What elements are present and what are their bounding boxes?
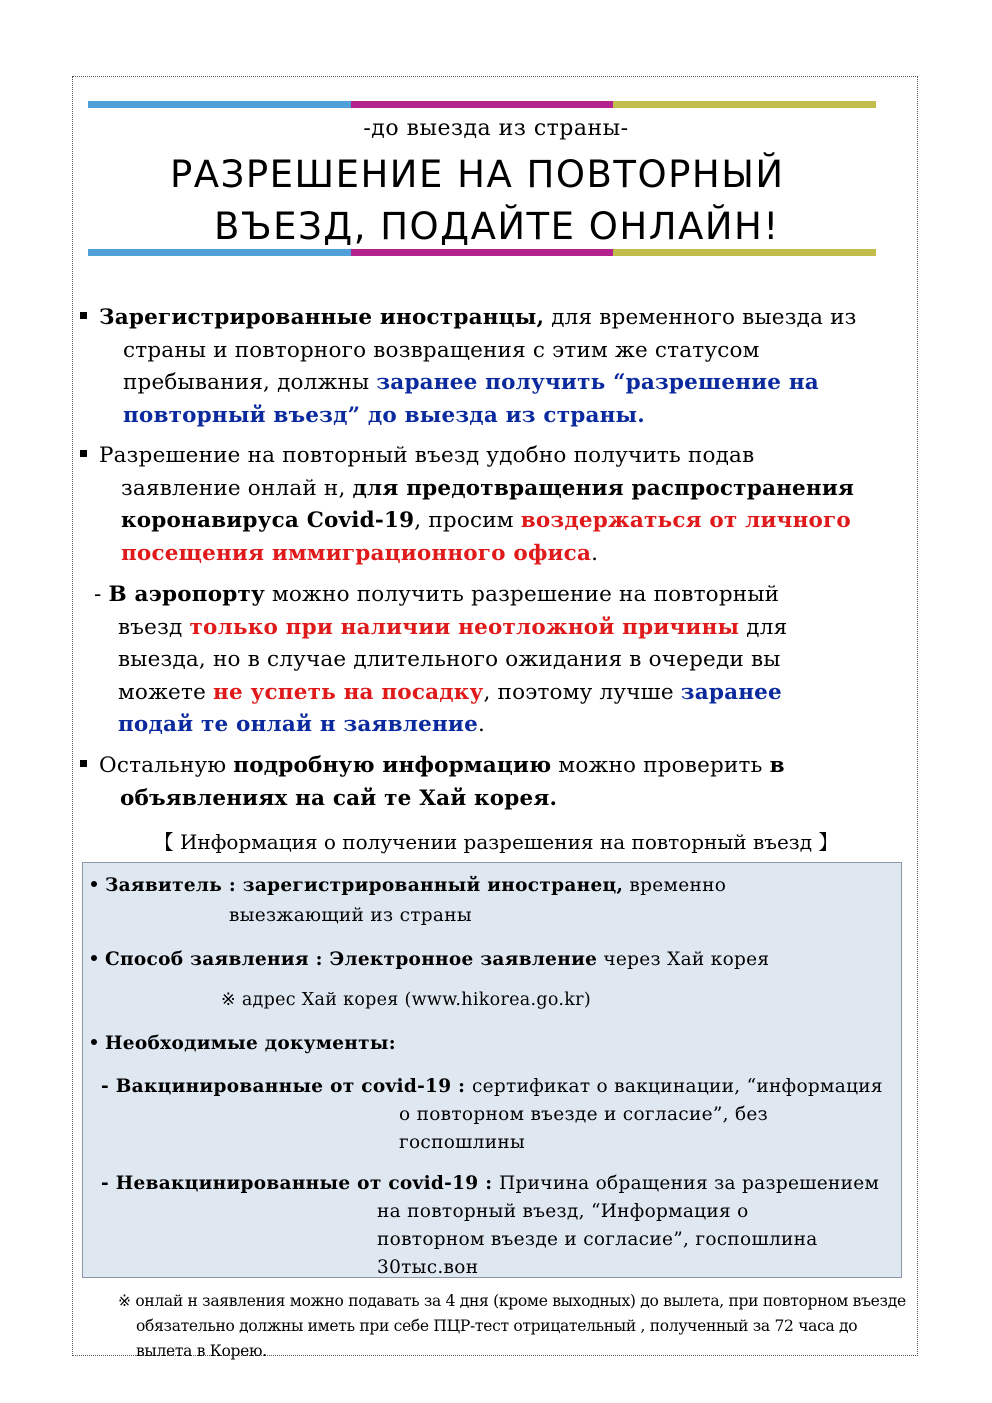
- unvaccinated-row: - Невакцинированные от covid-19 : Причина обращения за разрешением: [101, 1173, 880, 1194]
- title-line-2: ВЪЕЗД, ПОДАЙТЕ ОНЛАЙН!: [214, 205, 780, 248]
- bullet-dot-icon: [91, 955, 97, 961]
- info-box: Заявитель : зарегистрированный иностранец, временно выезжающий из страны Способ заявления : Электронное заявление через Хай корея ※ адрес Хай корея (www.hikorea.go.kr) Необходимые документы: - Вакцинированные от covid-19 : сертификат о вакцинации, “информация о повторном въезде и согласие”, без госпошлины - Невакцинированные от covid-19 : Причина обращения за разрешением на повторный въезд, “Информация о повторном въезде и согласие”, госпошлина 30тыс.вон: [82, 862, 902, 1278]
- square-bullet-icon: [80, 760, 87, 767]
- info-heading: 【 Информация о получении разрешения на повторный въезд 】: [153, 830, 839, 854]
- docs-row: Необходимые документы:: [91, 1033, 396, 1054]
- footnote: ※ онлай н заявления можно подавать за 4 дня (кроме выходных) до вылета, при повторном въезде обязательно должны иметь при себе ПЦР-тест отрицательный , полученный за 72 часа до вылета в Корею.: [118, 1292, 906, 1360]
- bullet-dot-icon: [91, 1039, 97, 1045]
- paragraph-more-info: Остальную подробную информацию можно проверить в объявлениях на сай те Хай корея.: [80, 750, 910, 815]
- square-bullet-icon: [80, 450, 87, 457]
- bullet-dot-icon: [91, 881, 97, 887]
- title-line-1: РАЗРЕШЕНИЕ НА ПОВТОРНЫЙ: [170, 153, 785, 196]
- paragraph-online-application: Разрешение на повторный въезд удобно получить подав заявление онлай н, для предотвращения распространения коронавируса Covid-19, просим воздержаться от личного посещения иммиграционного офиса.: [80, 440, 910, 570]
- paragraph-registered-foreigners: Зарегистрированные иностранцы, для временного выезда из страны и повторного возвращения с этим же статусом пребывания, должны заранее получить “разрешение на повторный въезд” до выезда из страны.: [80, 302, 910, 432]
- paragraph-airport: - В аэропорту можно получить разрешение на повторный въезд только при наличии неотложной причины для выезда, но в случае длительного ожидания в очереди вы можете не успеть на посадку, поэтому лучше заранее подай те онлай н заявление.: [94, 582, 788, 737]
- top-color-bar: [88, 101, 876, 108]
- vaccinated-row: - Вакцинированные от covid-19 : сертификат о вакцинации, “информация: [101, 1076, 883, 1097]
- method-row: Способ заявления : Электронное заявление через Хай корея: [91, 949, 769, 970]
- address-note: ※ адрес Хай корея (www.hikorea.go.kr): [221, 990, 591, 1010]
- square-bullet-icon: [80, 312, 87, 319]
- bottom-color-bar: [88, 249, 876, 256]
- applicant-row: Заявитель : зарегистрированный иностранец, временно: [91, 875, 726, 896]
- subtitle: -до выезда из страны-: [363, 116, 629, 141]
- applicant-row-cont: выезжающий из страны: [229, 905, 472, 926]
